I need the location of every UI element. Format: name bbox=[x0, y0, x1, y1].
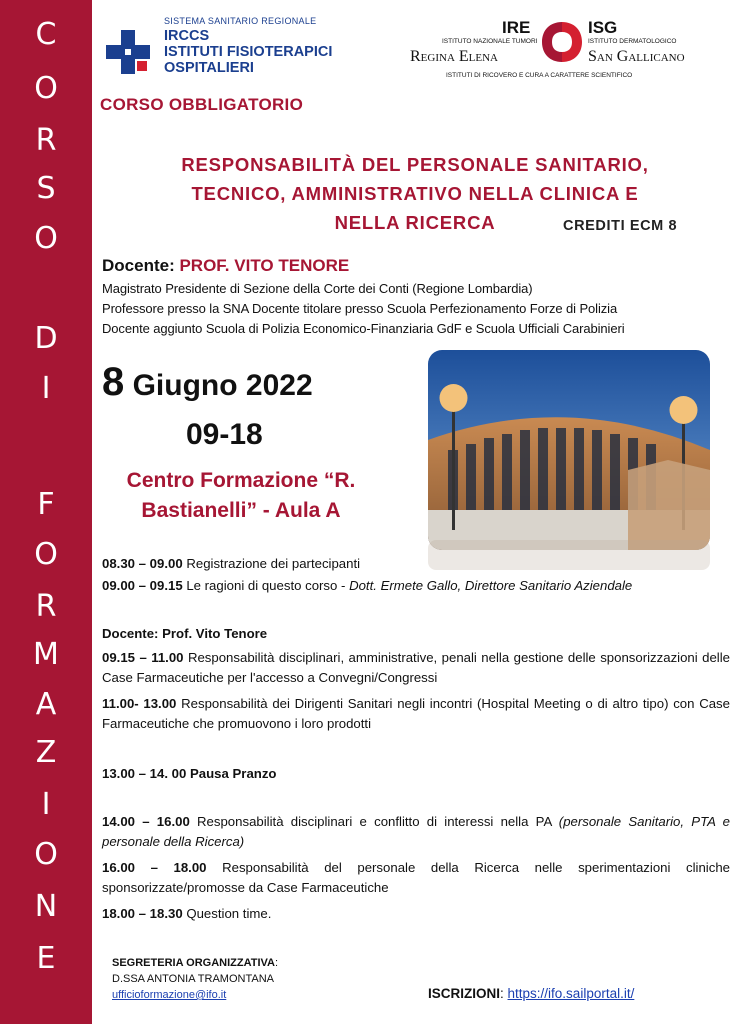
teacher-bio-line: Professore presso la SNA Docente titolare presso Scuola Perfezionamento Forze di Polizia bbox=[102, 301, 618, 316]
secretariat-title: SEGRETERIA ORGANIZZATIVA bbox=[112, 957, 275, 969]
teacher-heading bbox=[102, 256, 349, 276]
schedule-text: Registrazione dei partecipanti bbox=[182, 556, 361, 571]
sidebar-letter: O bbox=[34, 221, 58, 256]
registration-colon: : bbox=[500, 986, 508, 1001]
venue-line-1: Centro Formazione “R. bbox=[126, 469, 356, 492]
building-illustration bbox=[428, 350, 710, 550]
schedule-note: (personale Sanitario, PTA e personale della Ricerca) bbox=[102, 814, 731, 849]
sidebar-letter: A bbox=[35, 687, 57, 722]
ifo-name bbox=[164, 28, 332, 76]
schedule-time: 14.00 – 16.00 bbox=[102, 814, 190, 829]
venue-line-2: Bastianelli” - Aula A bbox=[141, 499, 341, 522]
sidebar-letter: I bbox=[41, 371, 51, 406]
teacher-bio-line: Magistrato Presidente di Sezione della Corte dei Conti (Regione Lombardia) bbox=[102, 281, 533, 296]
event-hours: 09-18 bbox=[186, 418, 263, 451]
teacher-bio-line: Docente aggiunto Scuola di Polizia Economico-Finanziaria GdF e Scuola Ufficiali Carabinieri bbox=[102, 321, 625, 336]
teacher-name: PROF. VITO TENORE bbox=[179, 256, 350, 275]
sidebar-letter: M bbox=[33, 637, 59, 672]
sidebar-letter: F bbox=[37, 487, 55, 522]
institutes-tagline: ISTITUTI DI RICOVERO E CURA A CARATTERE SCIENTIFICO bbox=[446, 72, 633, 79]
institutes-emblem-icon bbox=[538, 18, 586, 66]
schedule-item bbox=[102, 812, 730, 851]
ire-subtitle: ISTITUTO NAZIONALE TUMORI bbox=[442, 38, 538, 45]
isg-abbreviation: ISG bbox=[588, 18, 618, 37]
ifo-line-3: OSPITALIERI bbox=[164, 60, 254, 76]
sidebar-letter: O bbox=[34, 71, 58, 106]
teacher-label: Docente: bbox=[102, 256, 180, 275]
schedule-item bbox=[102, 904, 730, 924]
schedule-text: Responsabilità disciplinari e conflitto di interessi nella PA bbox=[189, 814, 559, 829]
secretariat-name: D.SSA ANTONIA TRAMONTANA bbox=[112, 973, 274, 985]
schedule-teacher: Docente: Prof. Vito Tenore bbox=[102, 626, 268, 641]
sidebar-letter: D bbox=[34, 321, 58, 356]
ifo-system-label: SISTEMA SANITARIO REGIONALE bbox=[164, 16, 317, 26]
secretariat-email-link[interactable]: ufficioformazione@ifo.it bbox=[112, 989, 227, 1001]
sidebar-banner bbox=[0, 0, 92, 1024]
ecm-credits: CREDITI ECM 8 bbox=[563, 218, 678, 234]
isg-name: San Gallicano bbox=[588, 48, 685, 65]
sidebar-letter: S bbox=[36, 171, 56, 206]
schedule-time: 09.00 – 09.15 bbox=[102, 578, 183, 593]
event-day: 8 bbox=[102, 360, 125, 404]
registration-label: ISCRIZIONI bbox=[428, 986, 501, 1001]
schedule-item bbox=[102, 764, 730, 784]
schedule-item bbox=[102, 554, 730, 574]
organizing-secretariat bbox=[112, 955, 278, 1003]
registration bbox=[428, 986, 634, 1001]
schedule-item bbox=[102, 648, 730, 687]
medical-cross-icon bbox=[106, 30, 150, 74]
schedule-item bbox=[102, 694, 730, 733]
schedule-time: 16.00 – 18.00 bbox=[102, 860, 207, 875]
ire-isg-logo bbox=[408, 18, 720, 90]
registration-link[interactable]: https://ifo.sailportal.it/ bbox=[507, 986, 635, 1001]
schedule-time: 09.15 – 11.00 bbox=[102, 650, 184, 665]
sidebar-letter: C bbox=[35, 17, 57, 52]
event-date bbox=[102, 360, 313, 405]
schedule-text: Pausa Pranzo bbox=[186, 766, 277, 781]
secretariat-colon: : bbox=[274, 957, 279, 969]
sidebar-letter: O bbox=[34, 837, 58, 872]
sidebar-letter: R bbox=[35, 123, 57, 158]
isg-subtitle: ISTITUTO DERMATOLOGICO bbox=[588, 38, 677, 45]
schedule-time: 18.00 – 18.30 bbox=[102, 906, 183, 921]
title-line-2: TECNICO, AMMINISTRATIVO NELLA CLINICA E bbox=[191, 183, 639, 204]
sidebar-letter: R bbox=[35, 589, 57, 624]
sidebar-letter: I bbox=[41, 787, 51, 822]
schedule-text: Responsabilità disciplinari, amministrative, penali nella gestione delle sponsorizzazioni delle Case Farmaceutiche per l'accesso a Convegni/Congressi bbox=[102, 650, 731, 685]
title-line-3: NELLA RICERCA bbox=[334, 212, 496, 233]
ifo-line-2: ISTITUTI FISIOTERAPICI bbox=[164, 44, 333, 60]
ifo-logo bbox=[104, 16, 364, 84]
event-venue bbox=[96, 466, 386, 526]
building-photo bbox=[428, 350, 710, 550]
schedule-text: Le ragioni di questo corso - bbox=[182, 578, 350, 593]
ifo-line-1: IRCCS bbox=[164, 28, 210, 44]
schedule-item bbox=[102, 858, 730, 897]
sidebar-letter: O bbox=[34, 537, 58, 572]
ire-abbreviation: IRE bbox=[502, 18, 531, 37]
ire-name: Regina Elena bbox=[410, 48, 498, 65]
schedule-time: 11.00- 13.00 bbox=[102, 696, 177, 711]
event-month-year: Giugno 2022 bbox=[132, 369, 313, 402]
schedule-teacher-heading bbox=[102, 624, 730, 644]
schedule-item bbox=[102, 576, 730, 596]
schedule-speaker: Dott. Ermete Gallo, Direttore Sanitario Aziendale bbox=[349, 578, 633, 593]
sidebar-letter: N bbox=[34, 889, 58, 924]
course-type: CORSO OBBLIGATORIO bbox=[100, 95, 304, 114]
schedule-time: 08.30 – 09.00 bbox=[102, 556, 183, 571]
schedule-text: Responsabilità dei Dirigenti Sanitari negli incontri (Hospital Meeting o di altro tipo) con Case Farmaceutiche che promuovono i loro prodotti bbox=[102, 696, 730, 731]
sidebar-letter: Z bbox=[35, 735, 57, 770]
schedule-text: Responsabilità del personale della Ricerca nelle sperimentazioni cliniche sponsorizzate/promosse da Case Farmaceutiche bbox=[102, 860, 730, 895]
schedule-time: 13.00 – 14. 00 bbox=[102, 766, 187, 781]
schedule-text: Question time. bbox=[182, 906, 272, 921]
sidebar-letter: E bbox=[36, 941, 56, 976]
title-line-1: RESPONSABILITÀ DEL PERSONALE SANITARIO, bbox=[181, 154, 649, 175]
